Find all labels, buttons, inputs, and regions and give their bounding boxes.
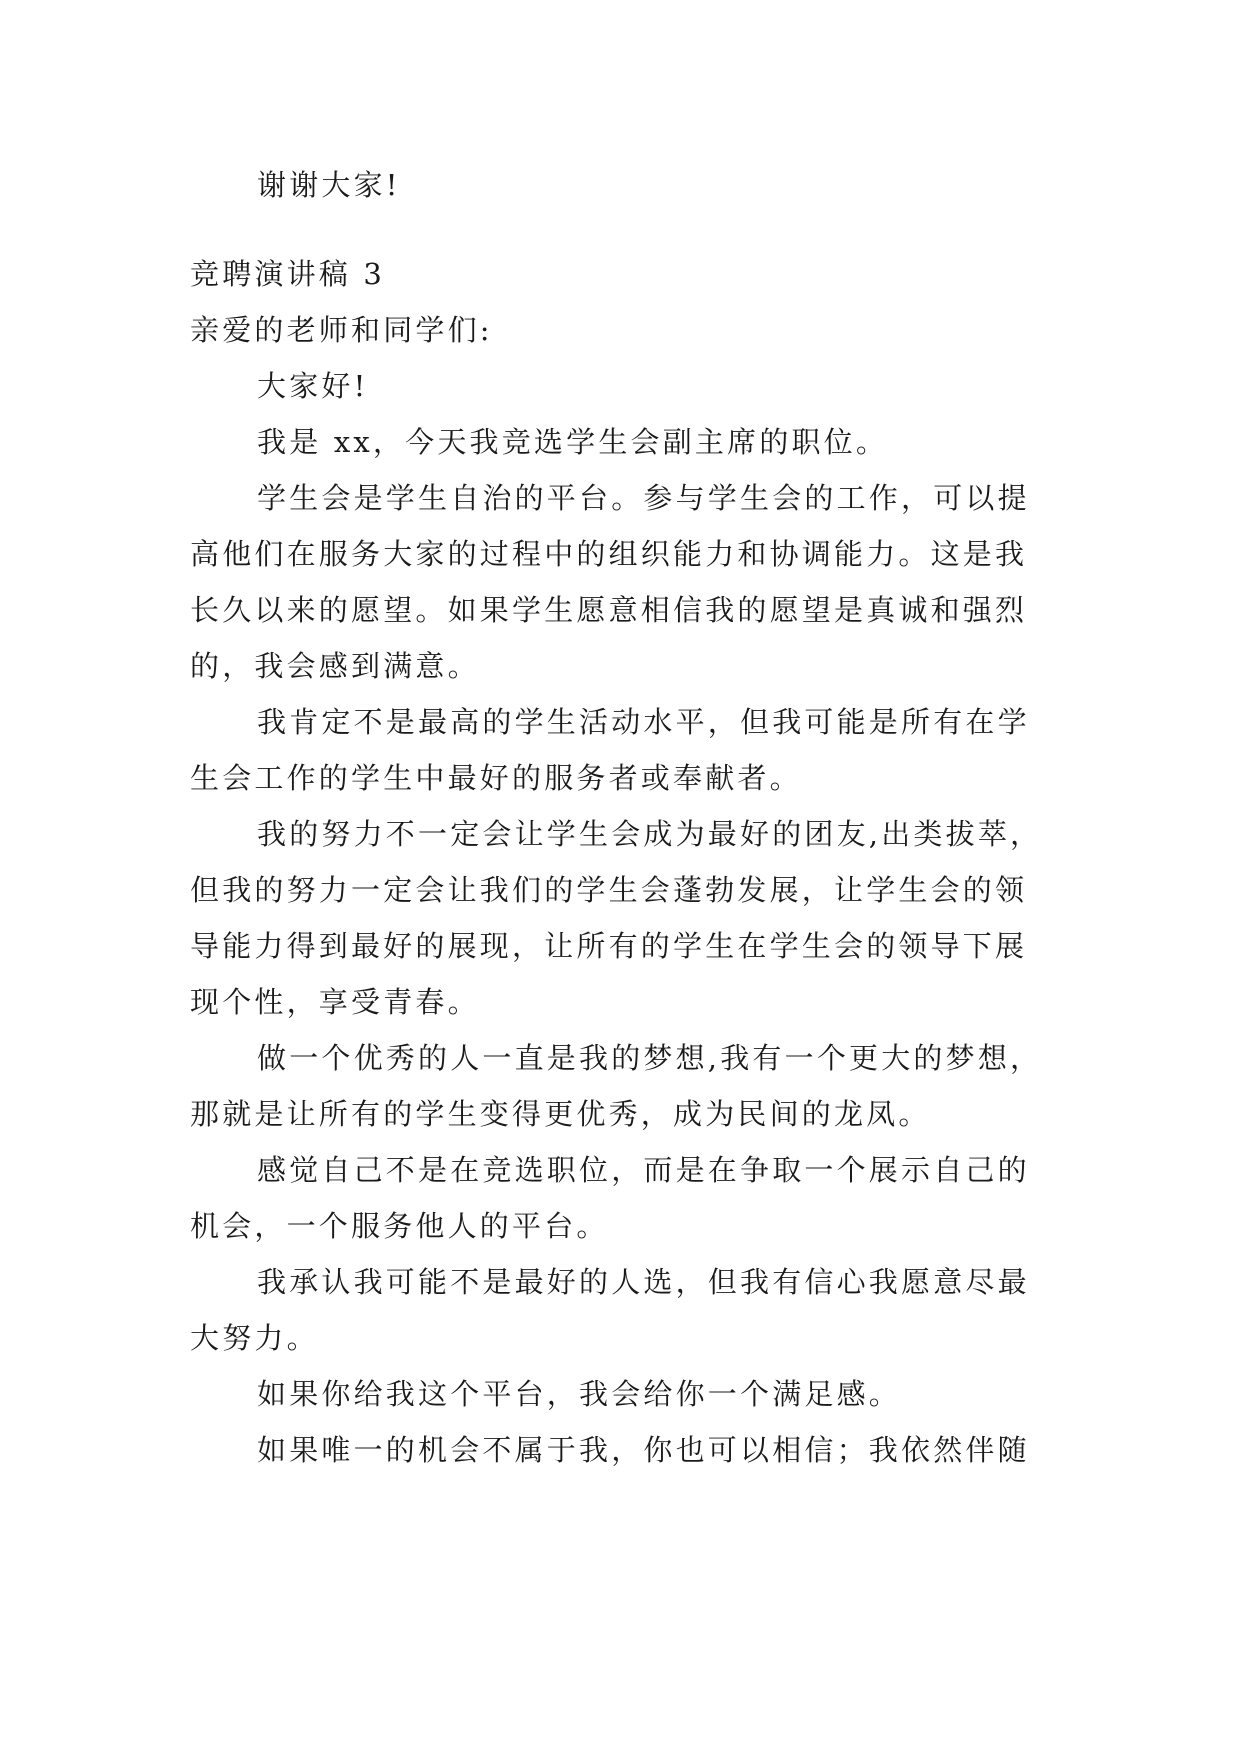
paragraph-line: 我承认我可能不是最好的人选，但我有信心我愿意尽最 xyxy=(257,1265,1030,1299)
paragraph-line: 那就是让所有的学生变得更优秀，成为民间的龙凤。 xyxy=(190,1097,931,1131)
paragraph-line: 大家好! xyxy=(257,369,369,403)
paragraph-line: 我是 xx，今天我竞选学生会副主席的职位。 xyxy=(257,425,889,459)
paragraph-line: 做一个优秀的人一直是我的梦想,我有一个更大的梦想， xyxy=(257,1041,1043,1075)
paragraph-line: 如果你给我这个平台，我会给你一个满足感。 xyxy=(257,1377,902,1411)
paragraph-line: 的，我会感到满意。 xyxy=(190,649,480,683)
paragraph-line: 现个性，享受青春。 xyxy=(190,985,480,1019)
paragraph-line: 导能力得到最好的展现，让所有的学生在学生会的领导下展 xyxy=(190,929,1028,963)
paragraph-line: 如果唯一的机会不属于我，你也可以相信；我依然伴随 xyxy=(257,1433,1030,1467)
paragraph-line: 我的努力不一定会让学生会成为最好的团友,出类拔萃， xyxy=(257,817,1043,851)
paragraph-line: 机会，一个服务他人的平台。 xyxy=(190,1209,609,1243)
paragraph-line: 生会工作的学生中最好的服务者或奉献者。 xyxy=(190,761,802,795)
paragraph-line: 大努力。 xyxy=(190,1321,319,1355)
salutation: 亲爱的老师和同学们: xyxy=(190,313,493,347)
paragraph-line: 但我的努力一定会让我们的学生会蓬勃发展，让学生会的领 xyxy=(190,873,1028,907)
paragraph-line: 感觉自己不是在竞选职位，而是在争取一个展示自己的 xyxy=(257,1153,1030,1187)
speech-title: 竞聘演讲稿 3 xyxy=(190,257,386,291)
paragraph-line: 高他们在服务大家的过程中的组织能力和协调能力。这是我 xyxy=(190,537,1028,571)
paragraph-line: 我肯定不是最高的学生活动水平，但我可能是所有在学 xyxy=(257,705,1030,739)
paragraph-line: 长久以来的愿望。如果学生愿意相信我的愿望是真诚和强烈 xyxy=(190,593,1028,627)
closing-line: 谢谢大家! xyxy=(257,168,401,202)
paragraph-line: 学生会是学生自治的平台。参与学生会的工作，可以提 xyxy=(257,481,1030,515)
